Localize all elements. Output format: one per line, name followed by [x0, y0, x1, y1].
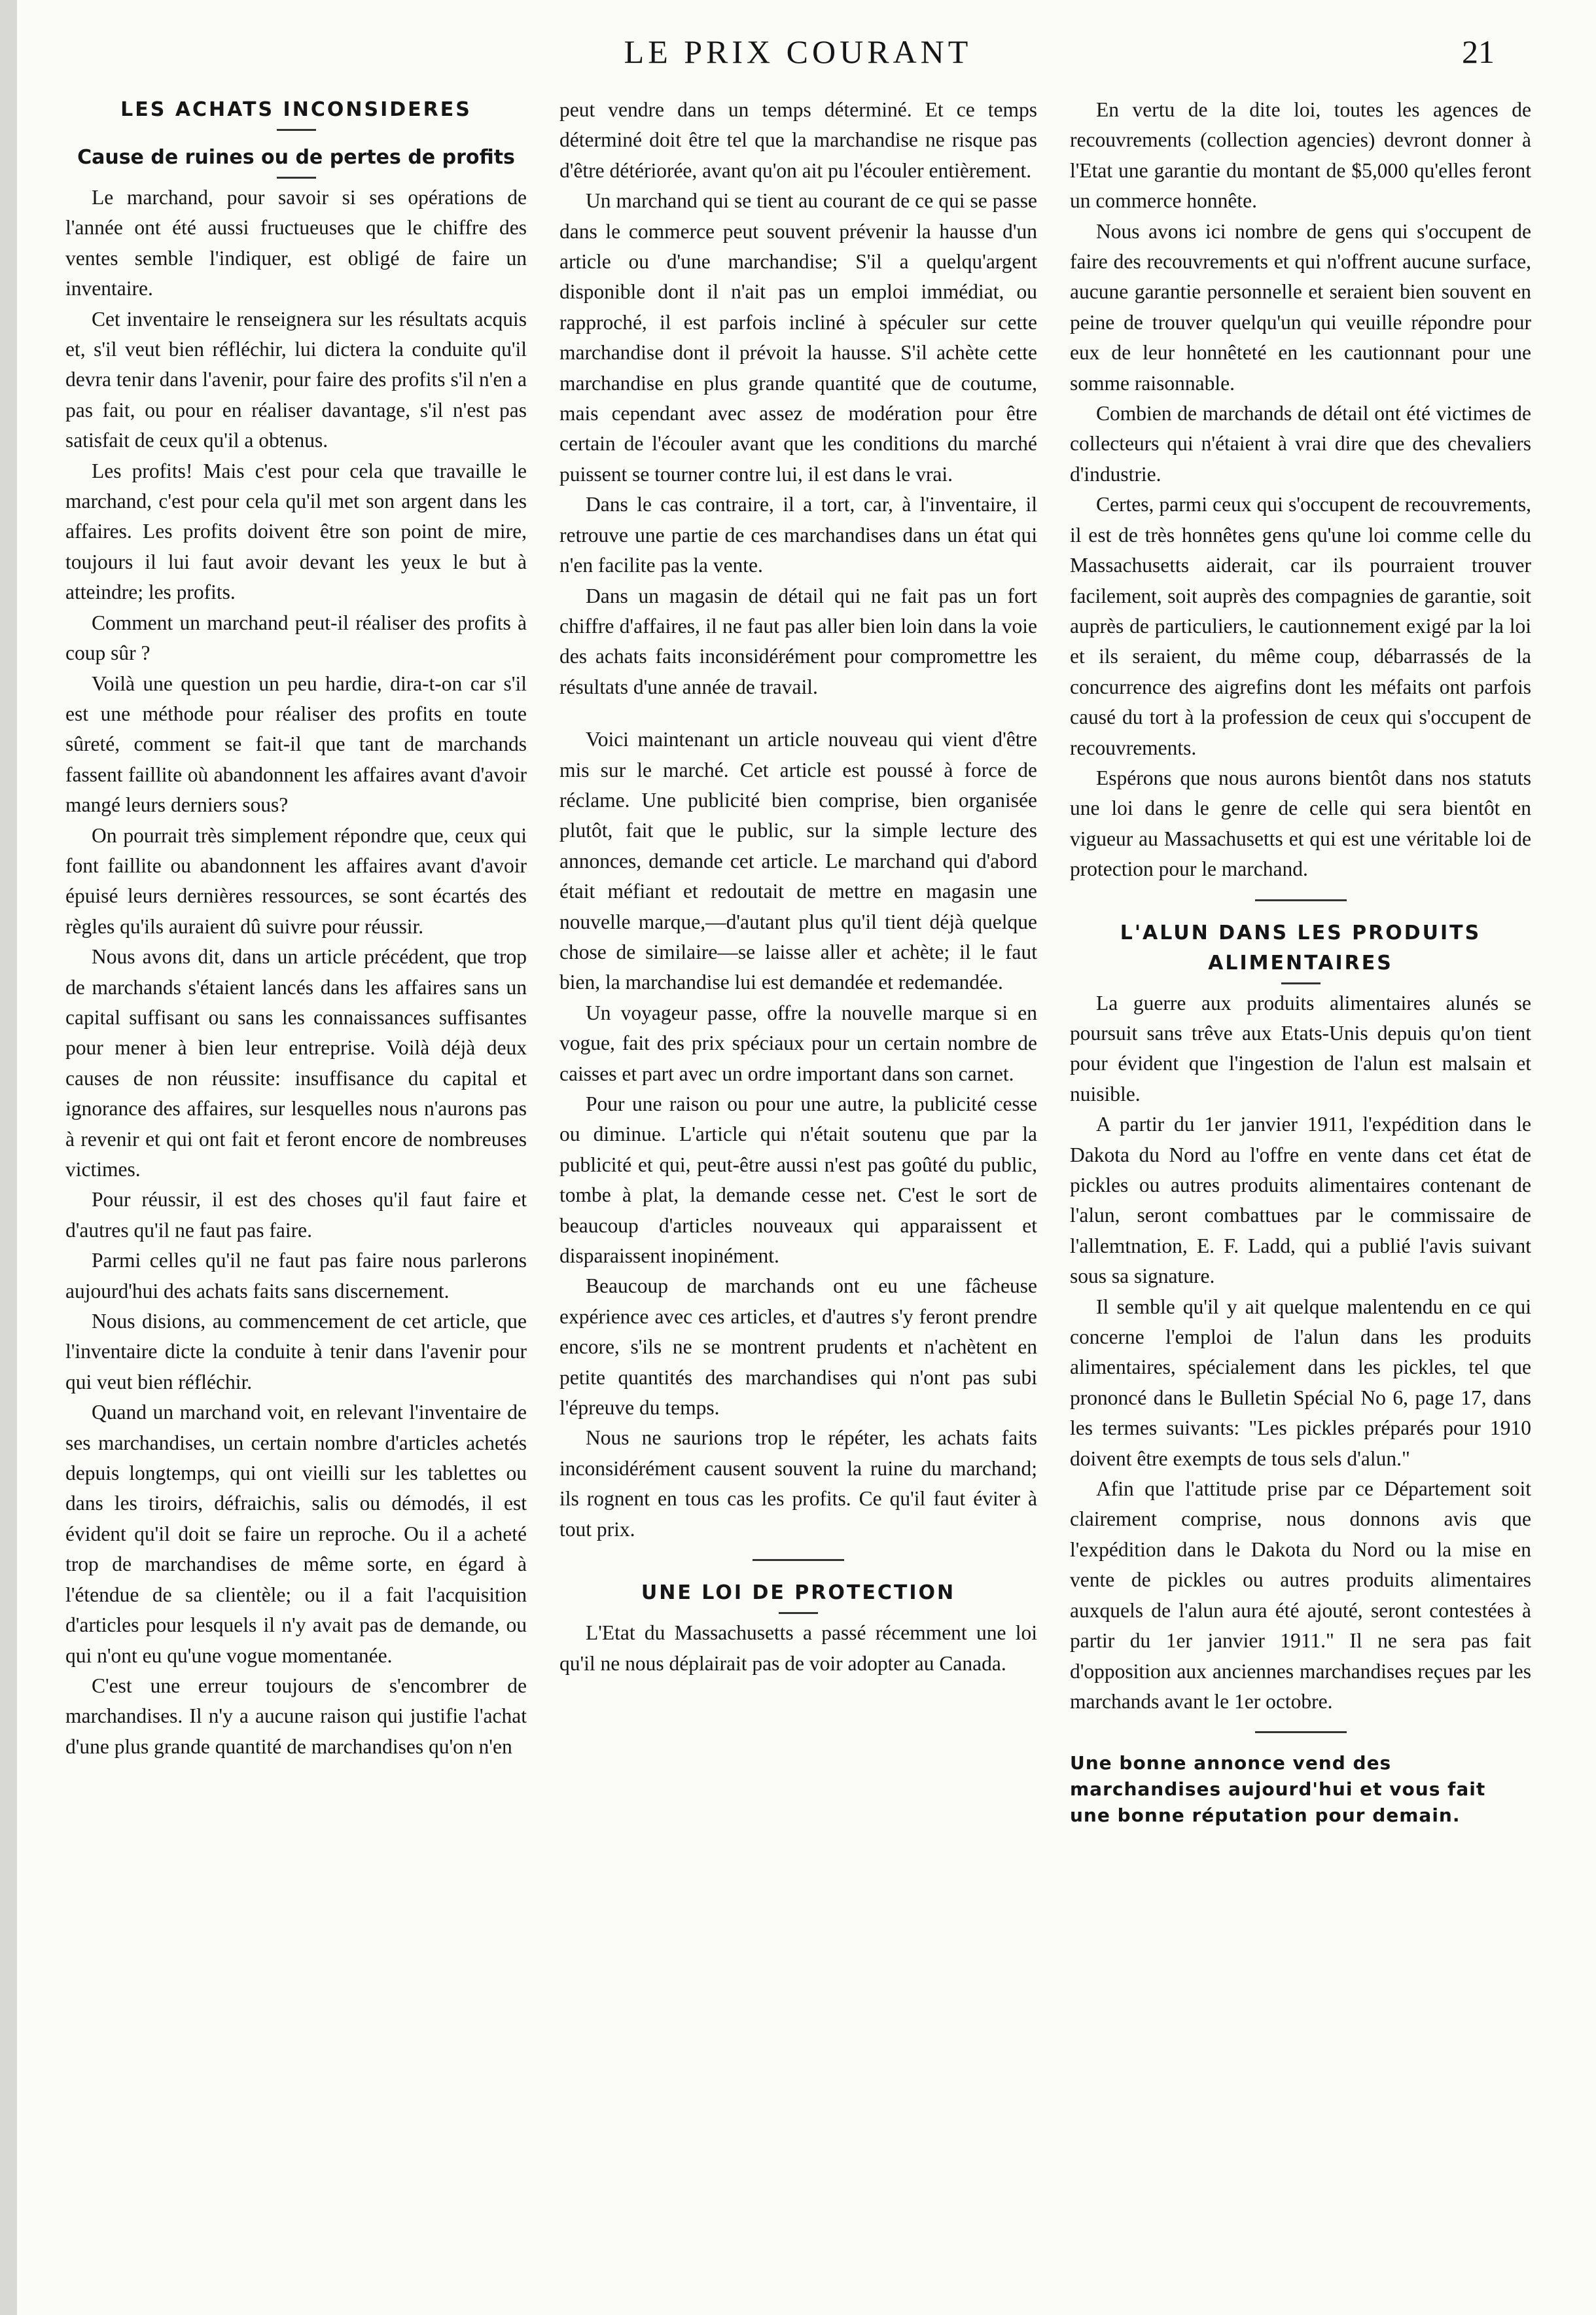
running-head: [0, 20, 1596, 85]
paragraph: Parmi celles qu'il ne faut pas faire nous parlerons aujourd'hui des achats faits sans discernement.: [65, 1249, 527, 1302]
article-heading-alun: L'ALUN DANS LES PRODUITS ALIMENTAIRES: [1120, 921, 1481, 975]
section-rule: [1255, 899, 1347, 901]
paragraph: Quand un marchand voit, en relevant l'inventaire de ses marchandises, un certain nombre d'articles achetés depuis longtemps, qui ont vieilli sur les tablettes ou dans les tiroirs, défraichis, salis ou démodés, il est évident qu'il doit se faire un reproche. Ou il a acheté trop de marchandises de même sorte, en égard à l'étendue de sa clientèle; ou il a fait l'acquisition d'articles pour lesquels il n'y avait pas de demande, ou qui n'ont eu qu'une vogue momentanée.: [65, 1401, 527, 1667]
rule: [779, 1612, 818, 1614]
paragraph: Nous ne saurions trop le répéter, les achats faits inconsidérément causent souvent la ruine du marchand; ils rognent en tous cas les profits. Ce qu'il faut éviter à tout prix.: [559, 1426, 1037, 1541]
paragraph: La guerre aux produits alimentaires alunés se poursuit sans trêve aux Etats-Unis depuis qu'on tient pour évident que l'ingestion de l'alun est malsain et nuisible.: [1070, 991, 1531, 1105]
paragraph: Voilà une question un peu hardie, dira-t-on car s'il est une méthode pour réaliser des profits en toute sûreté, comment se fait-il que tant de marchands fassent faillite où abandonnent les affaires avant d'avoir mangé leurs derniers sous?: [65, 672, 527, 817]
column-2: [559, 95, 1037, 2281]
publication-title: LE PRIX COURANT: [624, 33, 972, 70]
article-heading-loi: UNE LOI DE PROTECTION: [641, 1581, 956, 1605]
paragraph: Pour une raison ou pour une autre, la publicité cesse ou diminue. L'article qui n'était soutenu que par la publicité et qui, peut-être aussi n'est pas goûté du public, tombe à plat, la demande cesse net. C'est le sort de beaucoup d'articles nouveaux qui apparaissent et disparaissent inopinément.: [559, 1092, 1037, 1268]
paragraph: Combien de marchands de détail ont été victimes de collecteurs qui n'étaient à vrai dire que des chevaliers d'industrie.: [1070, 402, 1531, 486]
paragraph: A partir du 1er janvier 1911, l'expédition dans le Dakota du Nord au l'offre en vente dans cet état de pickles ou autres produits alimentaires contenant de l'alun, seront combattues par le commissaire de l'allemtnation, E. F. Ladd, qui a publié l'avis suivant sous sa signature.: [1070, 1113, 1531, 1288]
paragraph: Comment un marchand peut-il réaliser des profits à coup sûr ?: [65, 611, 527, 665]
paragraph: Certes, parmi ceux qui s'occupent de recouvrements, il est de très honnêtes gens qu'une loi comme celle du Massachusetts aiderait, car ils pourraient trouver facilement, soit auprès des compagnies de garantie, soit auprès de particuliers, le cautionnement exigé par la loi et ils seraient, du même coup, débarrassés de la concurrence des aigrefins dont les méfaits ont parfois causé du tort à la profession de ceux qui s'occupent de recouvrements.: [1070, 493, 1531, 759]
paragraph: Afin que l'attitude prise par ce Département soit clairement comprise, nous donnons avis que l'expédition dans le Dakota du Nord ou la mise en vente de pickles ou autres produits alimentaires auxquels de l'alun aura été ajouté, seront contestées à partir du 1er janvier 1911." Il ne sera pas fait d'opposition aux anciennes marchandises reçues par les marchands avant le 1er octobre.: [1070, 1477, 1531, 1713]
paragraph: Cet inventaire le renseignera sur les résultats acquis et, s'il veut bien réfléchir, lui dictera la conduite qu'il devra tenir dans l'avenir, pour faire des profits s'il n'en a pas fait, ou pour en réaliser davantage, s'il n'est pas satisfait de ceux qu'il a obtenus.: [65, 307, 527, 452]
rule: [277, 129, 316, 131]
paragraph: Nous disions, au commencement de cet article, que l'inventaire dicte la conduite à tenir dans l'avenir pour qui veut bien réfléchir.: [65, 1310, 527, 1393]
paragraph: Pour réussir, il est des choses qu'il faut faire et d'autres qu'il ne faut pas faire.: [65, 1188, 527, 1242]
page-number: 21: [1462, 33, 1495, 70]
paragraph: C'est une erreur toujours de s'encombrer de marchandises. Il n'y a aucune raison qui justifie l'achat d'une plus grande quantité de marchandises qu'on n'en: [65, 1674, 527, 1758]
paragraph: Nous avons ici nombre de gens qui s'occupent de faire des recouvrements et qui n'offrent aucune surface, aucune garantie personnelle et seraient bien souvent en peine de trouver quelqu'un qui veuille répondre pour eux de leur honnêteté en les cautionnant pour une somme raisonnable.: [1070, 219, 1531, 395]
column-1: [65, 95, 527, 2281]
paragraph: Nous avons dit, dans un article précédent, que trop de marchands s'étaient lancés dans les affaires sans un capital suffisant ou sans les connaissances suffisantes pour mener à bien leur entreprise. Voilà déjà deux causes de non réussite: insuffisance du capital et ignorance des affaires, sur lesquelles nous n'aurons pas à revenir et qui ont fait et feront encore de nombreuses victimes.: [65, 945, 527, 1181]
rule: [1281, 982, 1321, 984]
paragraph: peut vendre dans un temps déterminé. Et ce temps déterminé doit être tel que la marchandise ne risque pas d'être détériorée, avant qu'on ait pu l'écouler entièrement.: [559, 98, 1037, 182]
paragraph: Le marchand, pour savoir si ses opérations de l'année ont été aussi fructueuses que le chiffre des ventes semble l'indiquer, est obligé de faire un inventaire.: [65, 186, 527, 300]
section-rule: [753, 1559, 844, 1561]
paragraph: Un voyageur passe, offre la nouvelle marque si en vogue, fait des prix spéciaux pour un certain nombre de caisses et part avec un ordre important dans son carnet.: [559, 1001, 1037, 1085]
paragraph: Beaucoup de marchands ont eu une fâcheuse expérience avec ces articles, et d'autres s'y feront prendre encore, s'ils ne se montrent prudents et n'achètent en petite quantités des marchandises qui n'ont pas subi l'épreuve du temps.: [559, 1274, 1037, 1420]
section-rule: [1255, 1731, 1347, 1733]
paragraph: Dans le cas contraire, il a tort, car, à l'inventaire, il retrouve une partie de ces marchandises dans un état qui n'en facilite pas la vente.: [559, 493, 1037, 577]
paragraph: On pourrait très simplement répondre que, ceux qui font faillite ou abandonnent les affaires avant d'avoir épuisé leurs dernières ressources, se sont écartés des règles qu'ils auraient dû suivre pour réussir.: [65, 823, 527, 938]
column-3: [1070, 95, 1531, 2281]
paragraph: Un marchand qui se tient au courant de ce qui se passe dans le commerce peut souvent prévenir la hausse d'un article ou d'une marchandise; S'il a quelqu'argent disponible dont il n'ait pas un emploi immédiat, ou rapproché, il est parfois incliné à spéculer sur cette marchandise dont il prévoit la hausse. S'il achète cette marchandise en plus grande quantité que de coutume, mais cependant avec assez de modération pour être certain de l'écouler avant que les conditions du marché puissent se tourner contre lui, il est dans le vrai.: [559, 189, 1037, 486]
scan-edge: [0, 0, 17, 2315]
paragraph: Dans un magasin de détail qui ne fait pas un fort chiffre d'affaires, il ne faut pas aller bien loin dans la voie des achats faits inconsidérément pour compromettre les résultats d'une année de travail.: [559, 584, 1037, 698]
article-heading-achats: LES ACHATS INCONSIDERES: [120, 98, 472, 121]
paragraph: Espérons que nous aurons bientôt dans nos statuts une loi dans le genre de celle qui sera bientôt en vigueur au Massachusetts et qui est une véritable loi de protection pour le marchand.: [1070, 766, 1531, 881]
paragraph: En vertu de la dite loi, toutes les agences de recouvrements (collection agencies) devront donner à l'Etat une garantie du montant de $5,000 qu'elles feront un commerce honnête.: [1070, 98, 1531, 213]
closing-note: Une bonne annonce vend des marchandises aujourd'hui et vous fait une bonne réputation pour demain.: [1070, 1752, 1486, 1827]
article-subheading: Cause de ruines ou de pertes de profits: [77, 146, 515, 169]
paragraph: Voici maintenant un article nouveau qui vient d'être mis sur le marché. Cet article est poussé à force de réclame. Une publicité bien comprise, bien organisée plutôt, fait que le public, sur la simple lecture des annonces, demande cet article. Le marchand qui d'abord était méfiant et redoutait de mettre en magasin une nouvelle marque,—d'autant plus qu'il tient déjà quelque chose de similaire—se laisse aller et achète; il le faut bien, la marchandise lui est demandée et redemandée.: [559, 728, 1037, 994]
paragraph: Il semble qu'il y ait quelque malentendu en ce qui concerne l'emploi de l'alun dans les produits alimentaires, spécialement dans les pickles, tel que prononcé dans le Bulletin Spécial No 6, page 17, dans les termes suivants: "Les pickles préparés pour 1910 doivent être exempts de tous sels d'alun.": [1070, 1295, 1531, 1470]
paragraph: Les profits! Mais c'est pour cela que travaille le marchand, c'est pour cela qu'il met son argent dans les affaires. Les profits doivent être son point de mire, toujours il lui faut avoir devant les yeux le but à atteindre; les profits.: [65, 459, 527, 604]
rule: [277, 177, 316, 179]
paragraph: L'Etat du Massachusetts a passé récemment une loi qu'il ne nous déplairait pas de voir adopter au Canada.: [559, 1621, 1037, 1675]
